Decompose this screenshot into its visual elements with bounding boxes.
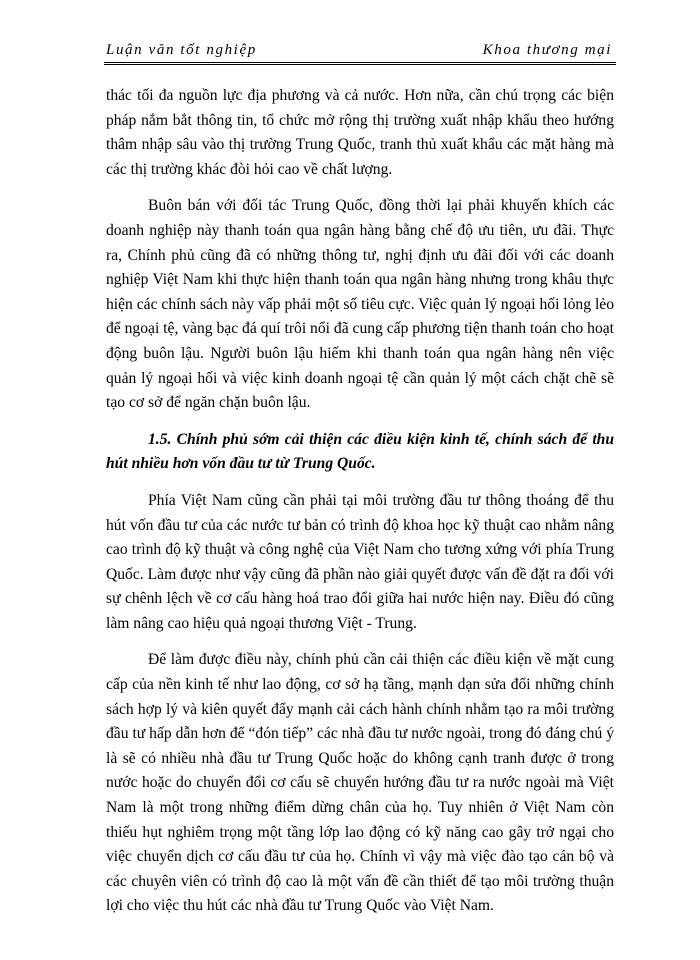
paragraph-4: Để làm được điều này, chính phủ cần cải thiện các điều kiện về mặt cung cấp của nền kinh tế như lao động, cơ sở hạ tầng, mạnh dạn sửa đổi những chính sách hợp lý và kiên quyết đẩy mạnh cải cách hành chính nhằm tạo ra môi trường đầu tư hấp dẫn hơn để “đón tiếp” các nhà đầu tư nước ngoài, trong đó đáng chú ý là sẽ có nhiều nhà đầu tư Trung Quốc hoặc do không cạnh tranh được ở trong nước hoặc do chuyển đổi cơ cấu sẽ chuyển hướng đầu tư ra nước ngoài mà Việt Nam là một trong những điểm dừng chân của họ. Tuy nhiên ở Việt Nam còn thiếu hụt nghiêm trọng một tầng lớp lao động có kỹ năng cao gây trở ngại cho việc chuyển dịch cơ cấu đầu tư của họ. Chính vì vậy mà việc đào tạo cán bộ và các chuyên viên có trình độ cao là một vấn đề cần thiết để tạo môi trường thuận lợi cho việc thu hút các nhà đầu tư Trung Quốc vào Việt Nam.	[106, 651, 614, 915]
page-header	[104, 40, 616, 64]
paragraph-2: Buôn bán với đối tác Trung Quốc, đồng thời lại phải khuyến khích các doanh nghiệp này thanh toán qua ngân hàng bằng chế độ ưu tiên, ưu đãi. Thực ra, Chính phủ cũng đã có những thông tư, nghị định ưu đãi đối với các doanh nghiệp Việt Nam khi thực hiện thanh toán qua ngân hàng nhưng trong khâu thực hiện các chính sách này vấp phải một số tiêu cực. Việc quản lý ngoại hối lỏng lẻo để ngoại tệ, vàng bạc đá quí trôi nổi đã cung cấp phương tiện thanh toán cho hoạt động buôn lậu. Người buôn lậu hiếm khi thanh toán qua ngân hàng nên việc quản lý ngoại hối và việc kinh doanh ngoại tệ cần quản lý một cách chặt chẽ sẽ tạo cơ sở để ngăn chặn buôn lậu.	[106, 197, 614, 412]
header-thesis-label: Luận văn tốt nghiệp	[106, 42, 257, 58]
paragraph-1: thác tối đa nguồn lực địa phương và cả nước. Hơn nữa, cần chú trọng các biện pháp nắm bắt thông tin, tổ chức mở rộng thị trường xuất nhập khẩu theo hướng thâm nhập sâu vào thị trường Trung Quốc, tranh thủ xuất khẩu các mặt hàng mà các thị trường khác đòi hỏi cao về chất lượng.	[106, 87, 614, 178]
header-faculty-label: Khoa thương mại	[482, 42, 612, 58]
section-heading: 1.5. Chính phủ sớm cải thiện các điều kiện kinh tế, chính sách để thu hút nhiều hơn vốn đầu tư từ Trung Quốc.	[106, 430, 614, 473]
header-divider	[104, 62, 616, 65]
body-text	[106, 84, 614, 919]
paragraph-3: Phía Việt Nam cũng cần phải tại môi trường đầu tư thông thoáng để thu hút vốn đầu tư của các nước tư bản có trình độ khoa học kỹ thuật cao nhằm nâng cao trình độ kỹ thuật và công nghệ của Việt Nam cho tương xứng với phía Trung Quốc. Làm được như vậy cũng đã phần nào giải quyết được vấn đề đặt ra đối với sự chênh lệch về cơ cấu hàng hoá trao đổi giữa hai nước hiện nay. Điều đó cũng làm nâng cao hiệu quả ngoại thương Việt - Trung.	[106, 491, 614, 632]
